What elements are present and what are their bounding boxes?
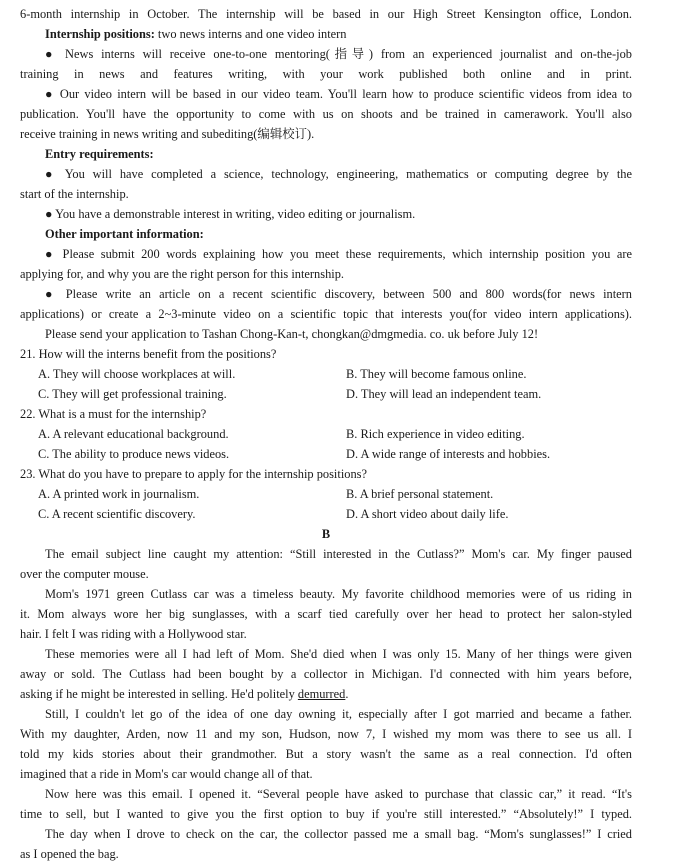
- passage-line: Now here was this email. I opened it. “Several people have asked to purchase that classic car,” it read. “It's: [45, 787, 632, 801]
- bullet-interest-line: ● You have a demonstrable interest in writing, video editing or journalism.: [45, 207, 416, 221]
- bullet-video-line: ● Our video intern will be based in our video team. You'll learn how to produce scientific videos from idea to: [45, 87, 632, 101]
- answer-option: B. A brief personal statement.: [346, 487, 494, 501]
- underlined-word: demurred: [297, 687, 346, 701]
- passage-line: it. Mom always wore her big sunglasses, with a scarf tied carefully over her head to protect her salon-styled: [20, 607, 632, 621]
- passage-line: Still, I couldn't let go of the idea of one day owning it, especially after I got married and became a father.: [45, 707, 632, 721]
- question-stem: 23. What do you have to prepare to apply for the internship positions?: [20, 467, 367, 481]
- passage-line: 6-month internship in October. The internship will be based in our High Street Kensington office, London.: [20, 7, 632, 21]
- send-line: Please send your application to Tashan Chong-Kan-t, chongkan@dmgmedia. co. uk before July 12!: [45, 327, 539, 341]
- answer-option: A. A printed work in journalism.: [38, 487, 200, 501]
- answer-option: D. A wide range of interests and hobbies.: [346, 447, 551, 461]
- positions-line: [45, 26, 632, 42]
- bullet-words-line: applying for, and why you are the right person for this internship.: [20, 267, 345, 281]
- passage-line: time to sell, but I wanted to give you the first option to buy if you're still interested.” “Absolutely!” I typed.: [20, 807, 632, 821]
- passage-line: away or sold. The Cutlass had been bought by a collector in Michigan. I'd connected with him years before,: [20, 667, 632, 681]
- other-heading: Other important information:: [45, 227, 204, 241]
- bullet-degree-line: ● You will have completed a science, technology, engineering, mathematics or computing degree by the: [45, 167, 632, 181]
- bullet-video-line: receive training in news writing and subediting(编辑校订).: [20, 127, 315, 141]
- bullet-video-line: publication. You'll have the opportunity to come with us on shoots and be trained in camerawork. You'll also: [20, 107, 632, 121]
- answer-option: A. A relevant educational background.: [38, 427, 229, 441]
- positions-heading: Internship positions:: [45, 27, 155, 41]
- passage-line: imagined that a ride in Mom's car would change all of that.: [20, 767, 313, 781]
- passage-line: [20, 686, 632, 702]
- bullet-degree-line: start of the internship.: [20, 187, 129, 201]
- answer-option: D. A short video about daily life.: [346, 507, 509, 521]
- passage-line: told my kids stories about their grandmother. But a story wasn't the same as a real connection. I'd often: [20, 747, 632, 761]
- passage-line: With my daughter, Arden, now 11 and my son, Hudson, now 7, I wished my mom was there to see us all. I: [20, 727, 632, 741]
- question-stem: 21. How will the interns benefit from the positions?: [20, 347, 277, 361]
- bullet-article-line: ● Please write an article on a recent scientific discovery, between 500 and 800 words(for news intern: [45, 287, 632, 301]
- positions-text: two news interns and one video intern: [154, 27, 347, 41]
- entry-heading: Entry requirements:: [45, 147, 154, 161]
- passage-line: The email subject line caught my attention: “Still interested in the Cutlass?” Mom's car. My finger paused: [45, 547, 632, 561]
- bullet-words-line: ● Please submit 200 words explaining how you meet these requirements, which internship position you are: [45, 247, 632, 261]
- answer-option: C. The ability to produce news videos.: [38, 447, 230, 461]
- passage-line: The day when I drove to check on the car, the collector passed me a small bag. “Mom's sunglasses!” I cried: [45, 827, 632, 841]
- passage-text: asking if he might be interested in selling. He'd politely: [20, 687, 298, 701]
- passage-line: Mom's 1971 green Cutlass car was a timeless beauty. My favorite childhood memories were of us riding in: [45, 587, 632, 601]
- bullet-news-line: ● News interns will receive one-to-one mentoring(指导) from an experienced journalist and on-the-job: [45, 47, 632, 61]
- passage-line: These memories were all I had left of Mom. She'd died when I was only 15. Many of her things were given: [45, 647, 632, 661]
- passage-text: .: [345, 687, 349, 701]
- answer-option: D. They will lead an independent team.: [346, 387, 542, 401]
- answer-option: A. They will choose workplaces at will.: [38, 367, 236, 381]
- bullet-news-line: training in news and features writing, with your work published both online and in print.: [20, 67, 632, 81]
- passage-line: hair. I felt I was riding with a Hollywood star.: [20, 627, 247, 641]
- passage-line: over the computer mouse.: [20, 567, 149, 581]
- question-stem: 22. What is a must for the internship?: [20, 407, 207, 421]
- bullet-article-line: applications) or create a 2~3-minute video on a scientific topic that interests you(for video intern applications).: [20, 307, 632, 321]
- passage-line: as I opened the bag.: [20, 847, 119, 861]
- answer-option: B. Rich experience in video editing.: [346, 427, 525, 441]
- answer-option: C. They will get professional training.: [38, 387, 227, 401]
- answer-option: C. A recent scientific discovery.: [38, 507, 196, 521]
- answer-option: B. They will become famous online.: [346, 367, 527, 381]
- section-heading: B: [321, 527, 331, 541]
